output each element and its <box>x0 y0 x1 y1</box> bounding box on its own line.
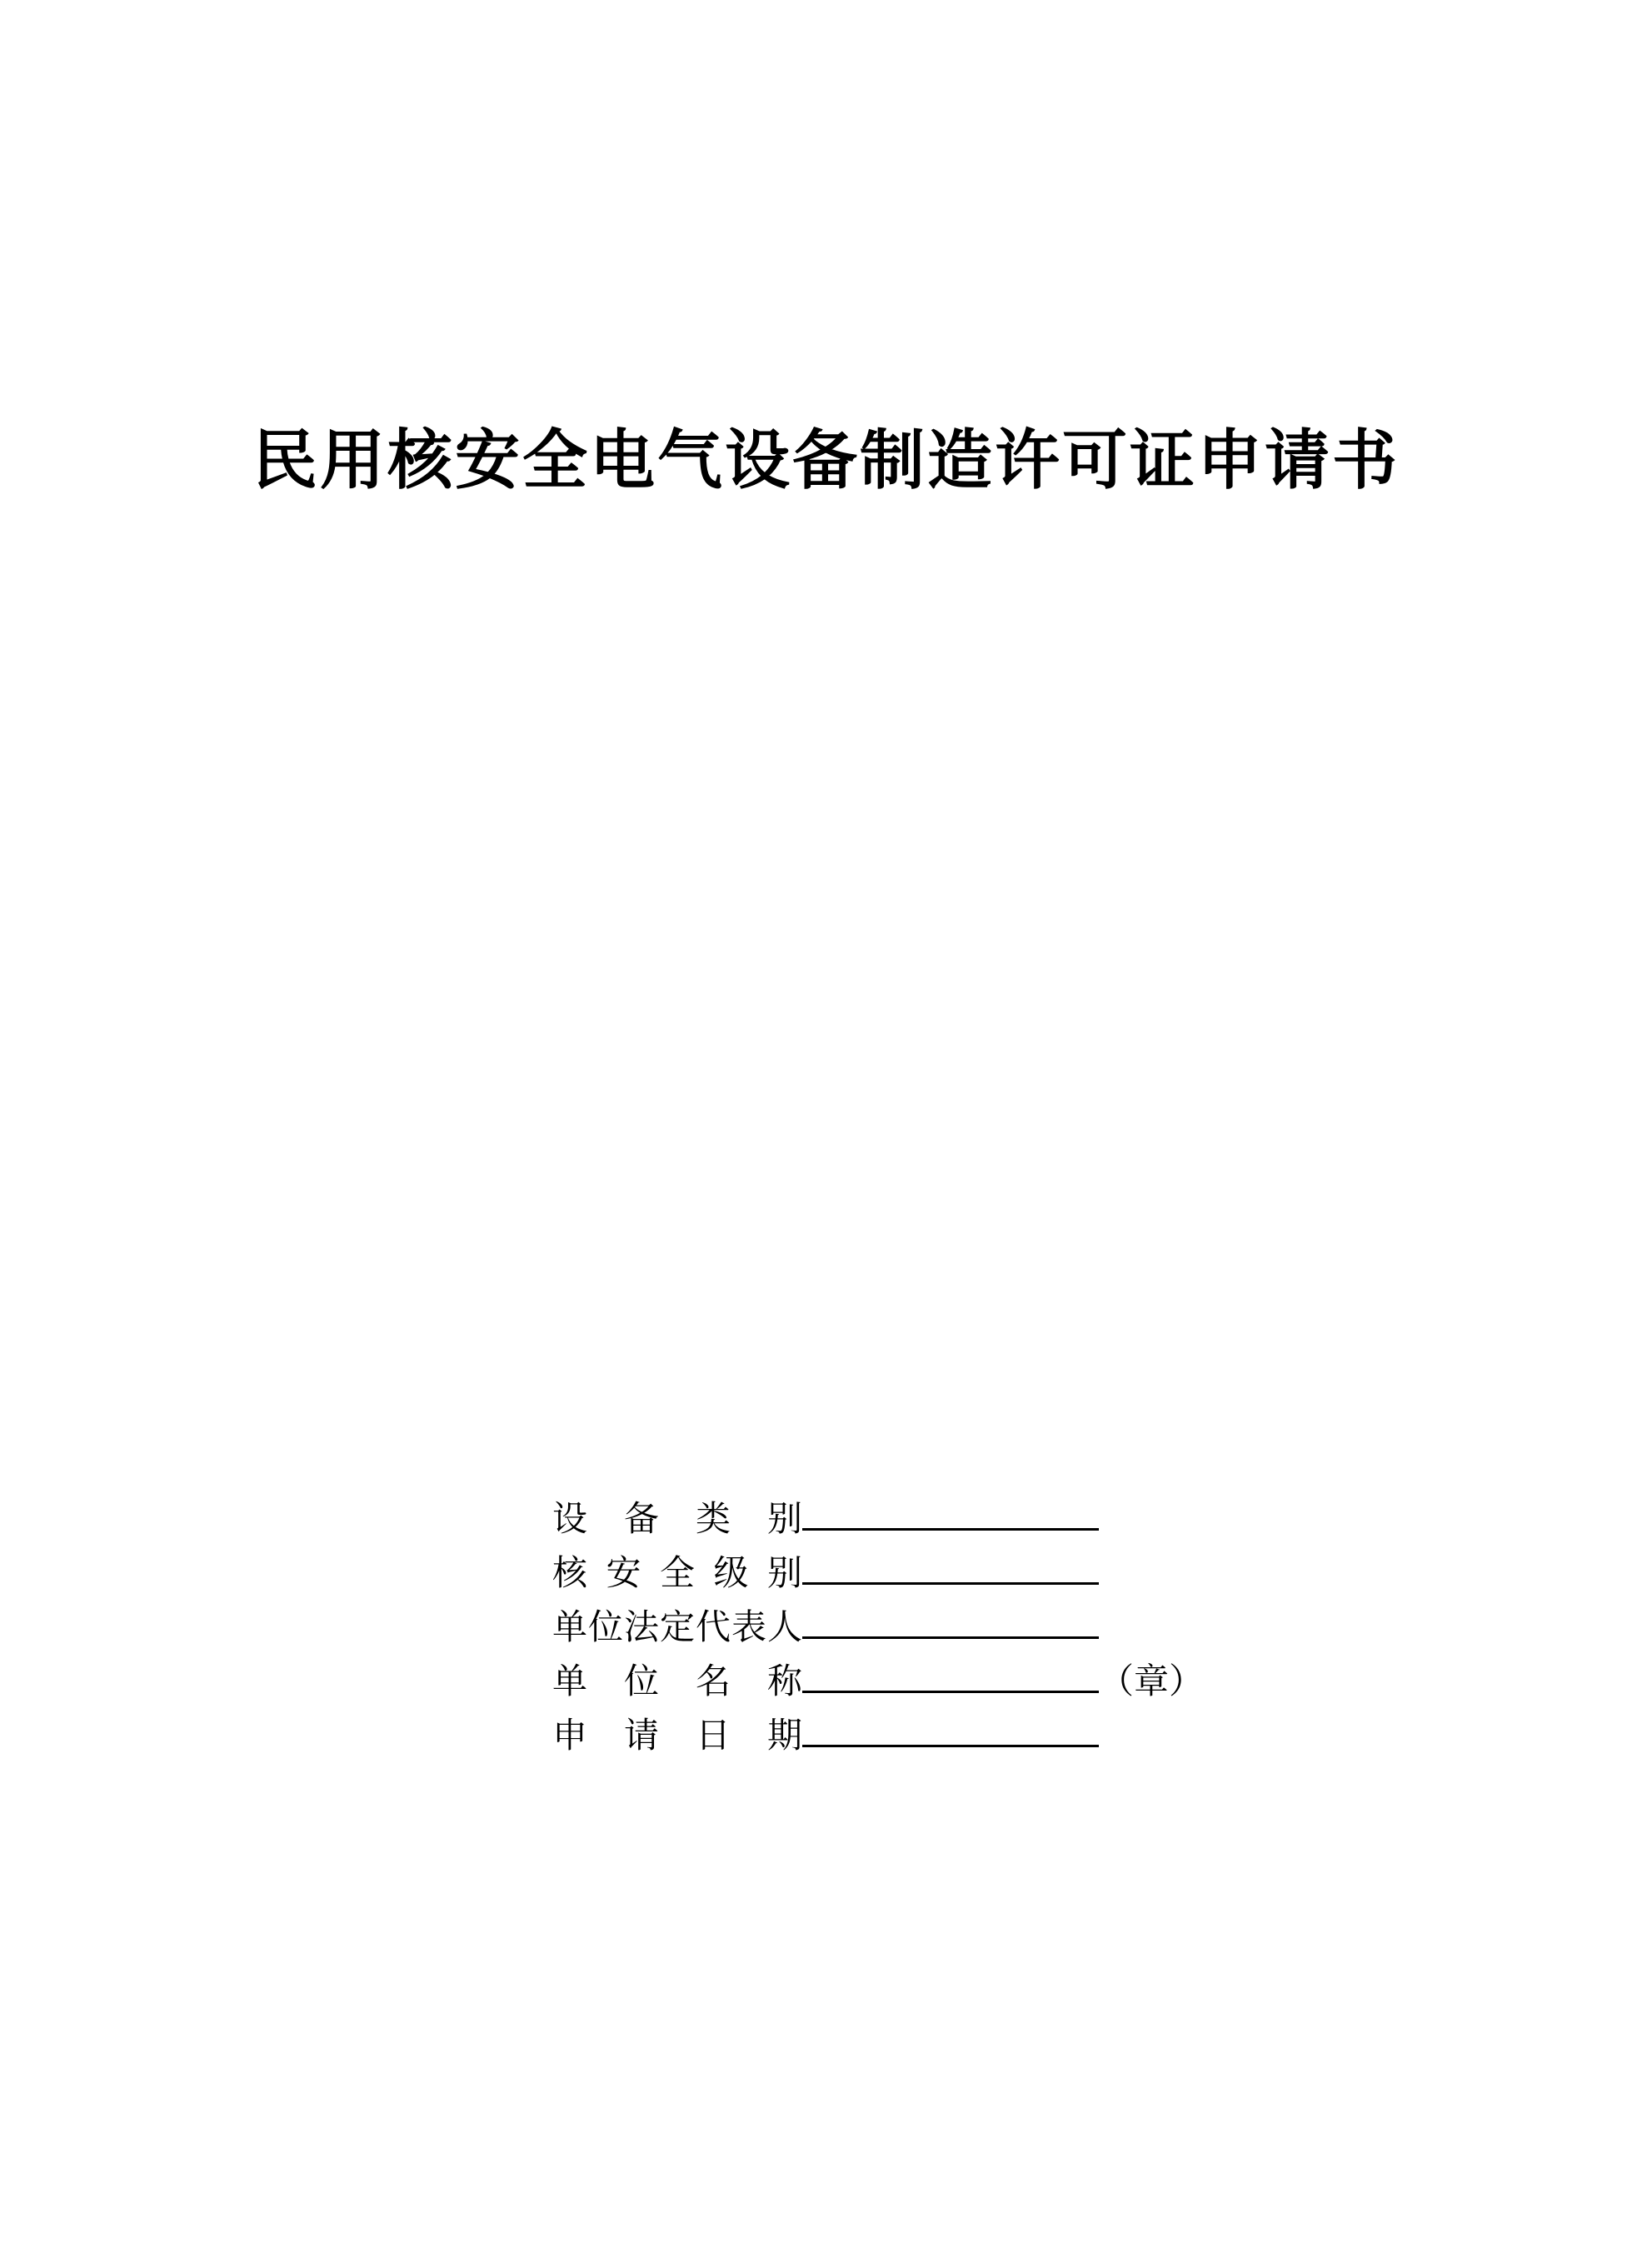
fill-in-line <box>802 1528 1099 1531</box>
field-label: 单位名称 <box>552 1661 802 1701</box>
fill-in-line <box>802 1691 1099 1693</box>
form-field-row-application-date <box>552 1708 1204 1762</box>
fill-in-line <box>802 1745 1099 1747</box>
document-title: 民用核安全电气设备制造许可证申请书 <box>252 422 1400 498</box>
application-form-fields <box>552 1491 1204 1762</box>
form-field-row-legal-representative <box>552 1600 1204 1654</box>
field-label: 设备类别 <box>552 1498 802 1539</box>
field-label: 单位法定代表人 <box>552 1606 802 1647</box>
form-field-row-equipment-category <box>552 1491 1204 1546</box>
fill-in-line <box>802 1636 1099 1639</box>
form-field-row-unit-name <box>552 1654 1204 1708</box>
field-label: 核安全级别 <box>552 1552 802 1593</box>
fill-in-line <box>802 1582 1099 1585</box>
form-field-row-nuclear-safety-class <box>552 1546 1204 1600</box>
seal-note: （章） <box>1099 1661 1205 1701</box>
field-label: 申请日期 <box>552 1715 802 1756</box>
